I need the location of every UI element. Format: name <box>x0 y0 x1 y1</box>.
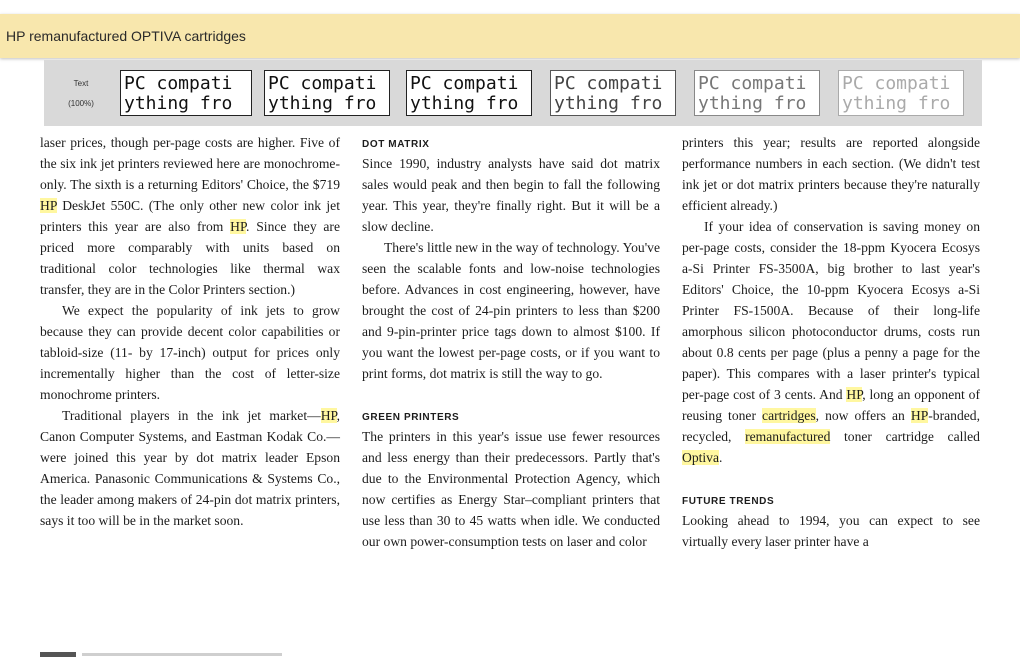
article-column-1 <box>40 132 340 531</box>
search-highlight: remanufactured <box>745 429 831 444</box>
search-highlight: HP <box>40 198 57 213</box>
paragraph: The printers in this year's issue use fewer resources and less energy than their predecessors. Partly that's due to the Environmental Protection Agency, which now certifies as Energy Star–compliant printers that use less than 30 to 45 watts when idle. We conducted our own power-consumption tests on laser and color <box>362 429 660 549</box>
section-heading: GREEN PRINTERS <box>362 412 460 423</box>
section-heading: FUTURE TRENDS <box>682 496 775 507</box>
paragraph: laser prices, though per-page costs are higher. Five of the six ink jet printers reviewed here are monochrome-only. The sixth is a returning Editors' Choice, the $719 HP DeskJet 550C. (The only other new color ink jet printers this year are also from HP. Since they are priced more comparably with units based on traditional color technologies like thermal wax transfer, they are in the Color Printers section.) <box>40 135 340 297</box>
page-footer <box>40 651 290 657</box>
font-sample: PC compati ything fro <box>264 70 390 116</box>
article-column-2 <box>362 132 660 552</box>
font-sample: PC compati ything fro <box>406 70 532 116</box>
sample-label <box>66 74 96 114</box>
search-highlight: HP <box>230 219 247 234</box>
search-highlight: cartridges <box>762 408 816 423</box>
paragraph: Traditional players in the ink jet market—HP, Canon Computer Systems, and Eastman Kodak Co.—were joined this year by dot matrix leader Epson America. Panasonic Communications & Systems Co., the leader among makers of 24-pin dot matrix printers, says it too will be in the market soon. <box>40 408 340 528</box>
font-sample: PC compati ything fro <box>120 70 252 116</box>
footer-rule <box>82 653 282 656</box>
paragraph: printers this year; results are reported alongside performance numbers in each section. (We didn't test ink jet or dot matrix printers because they're naturally efficient already.) <box>682 135 980 213</box>
paragraph: We expect the popularity of ink jets to grow because they can provide decent color capabilities or tabloid-size (11- by 17-inch) output for prices only incrementally higher than the cost of letter-size monochrome printers. <box>40 303 340 402</box>
section-heading: DOT MATRIX <box>362 139 430 150</box>
font-sample-strip <box>44 60 982 126</box>
search-highlight: HP <box>910 408 929 423</box>
font-sample: PC compati ything fro <box>694 70 820 116</box>
sample-label-line2: (100%) <box>68 99 94 108</box>
page-number-mark <box>40 652 76 657</box>
highlight-banner <box>0 14 1020 58</box>
paragraph: Looking ahead to 1994, you can expect to see virtually every laser printer have a <box>682 513 980 549</box>
sample-label-line1: Text <box>73 79 89 88</box>
paragraph: Since 1990, industry analysts have said dot matrix sales would peak and then begin to fall the following year. This year, they're finally right. But it will be a slow decline. <box>362 156 660 234</box>
font-sample: PC compati ything fro <box>550 70 676 116</box>
search-highlight: HP <box>320 408 337 423</box>
banner-title: HP remanufactured OPTIVA cartridges <box>6 28 246 44</box>
article-column-3 <box>682 132 980 552</box>
search-highlight: Optiva <box>682 450 719 465</box>
paragraph: If your idea of conservation is saving money on per-page costs, consider the 18-ppm Kyocera Ecosys a-Si Printer FS-3500A, big brother to last year's Editors' Choice, the 10-ppm Kyocera Ecosys a-Si Printer FS-1500A. Because of their long-life amorphous silicon photoconductor drums, costs run about 0.8 cents per page (plus a penny a page for the paper). This compares with a laser printer's typical per-page cost of 3 cents. And HP, long an opponent of reusing toner cartridges, now offers an HP-branded, recycled, remanufactured toner cartridge called Optiva. <box>682 219 981 465</box>
search-highlight: HP <box>846 387 863 402</box>
font-sample: PC compati ything fro <box>838 70 964 116</box>
paragraph: There's little new in the way of technology. You've seen the scalable fonts and low-noise technologies before. Advances in cost engineering, however, have brought the cost of 24-pin printers to less than $200 and 9-pin-printer price tags down to almost $100. If you want the lowest per-page costs, or if you want to print forms, dot matrix is still the way to go. <box>362 240 660 381</box>
